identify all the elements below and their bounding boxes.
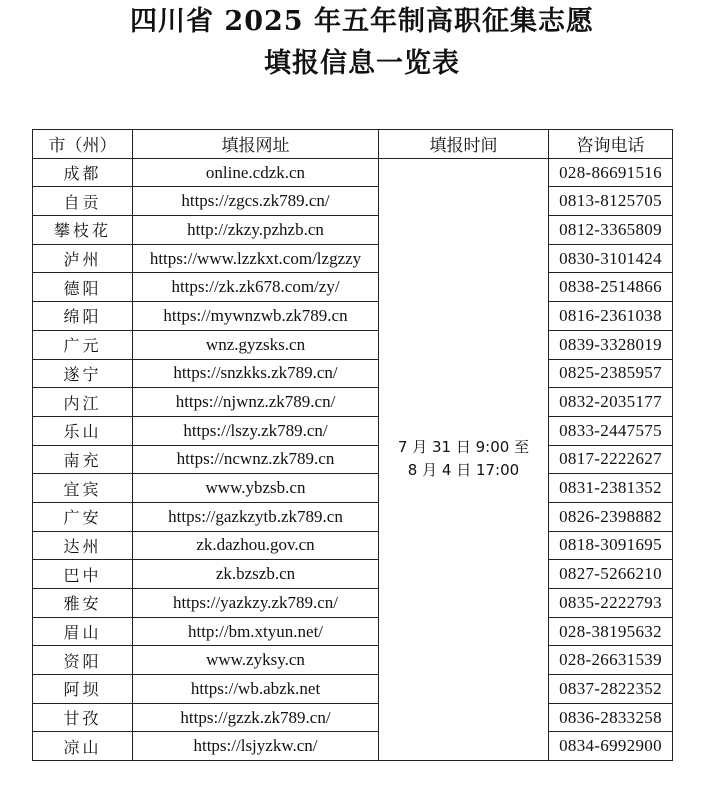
phone-cell: 0834-6992900 <box>549 732 673 761</box>
url-cell: zk.dazhou.gov.cn <box>133 531 379 560</box>
city-cell: 宜宾 <box>33 474 133 503</box>
time-start: 7 月 31 日 9:00 至 <box>397 438 530 457</box>
table-row <box>33 675 673 704</box>
url-cell: https://zgcs.zk789.cn/ <box>133 187 379 216</box>
city-cell: 眉山 <box>33 617 133 646</box>
phone-cell: 0831-2381352 <box>549 474 673 503</box>
phone-cell: 0812-3365809 <box>549 216 673 245</box>
url-cell: www.ybzsb.cn <box>133 474 379 503</box>
header-phone: 咨询电话 <box>549 130 673 159</box>
city-cell: 阿坝 <box>33 675 133 704</box>
time-end: 8 月 4 日 17:00 <box>407 461 520 480</box>
city-cell: 凉山 <box>33 732 133 761</box>
table-row <box>33 646 673 675</box>
table-row <box>33 187 673 216</box>
table-row <box>33 502 673 531</box>
url-cell: http://bm.xtyun.net/ <box>133 617 379 646</box>
phone-cell: 0832-2035177 <box>549 388 673 417</box>
city-cell: 广元 <box>33 330 133 359</box>
phone-cell: 0813-8125705 <box>549 187 673 216</box>
url-cell: wnz.gyzsks.cn <box>133 330 379 359</box>
city-cell: 内江 <box>33 388 133 417</box>
phone-cell: 0838-2514866 <box>549 273 673 302</box>
city-cell: 绵阳 <box>33 302 133 331</box>
table-row <box>33 474 673 503</box>
table-row <box>33 531 673 560</box>
city-cell: 遂宁 <box>33 359 133 388</box>
city-cell: 资阳 <box>33 646 133 675</box>
phone-cell: 0826-2398882 <box>549 502 673 531</box>
phone-cell: 0830-3101424 <box>549 244 673 273</box>
city-cell: 攀枝花 <box>33 216 133 245</box>
url-cell: https://njwnz.zk789.cn/ <box>133 388 379 417</box>
phone-cell: 028-38195632 <box>549 617 673 646</box>
table-row <box>33 158 673 187</box>
phone-cell: 0836-2833258 <box>549 703 673 732</box>
table-row <box>33 589 673 618</box>
table-row <box>33 273 673 302</box>
url-cell: https://www.lzzkxt.com/lzgzzy <box>133 244 379 273</box>
table-row <box>33 330 673 359</box>
url-cell: https://lsjyzkw.cn/ <box>133 732 379 761</box>
header-row <box>33 130 673 159</box>
url-cell: http://zkzy.pzhzb.cn <box>133 216 379 245</box>
table-row <box>33 560 673 589</box>
table-row <box>33 359 673 388</box>
phone-cell: 0827-5266210 <box>549 560 673 589</box>
table-row <box>33 216 673 245</box>
table-row <box>33 244 673 273</box>
city-cell: 南充 <box>33 445 133 474</box>
phone-cell: 0825-2385957 <box>549 359 673 388</box>
city-cell: 泸州 <box>33 244 133 273</box>
document-title: 四川省 2025 年五年制高职征集志愿 <box>130 6 594 37</box>
table-row <box>33 302 673 331</box>
table-row <box>33 388 673 417</box>
document-subtitle: 填报信息一览表 <box>264 48 460 79</box>
table-row <box>33 617 673 646</box>
city-cell: 乐山 <box>33 416 133 445</box>
phone-cell: 0818-3091695 <box>549 531 673 560</box>
url-cell: https://snzkks.zk789.cn/ <box>133 359 379 388</box>
city-cell: 达州 <box>33 531 133 560</box>
url-cell: zk.bzszb.cn <box>133 560 379 589</box>
table-header <box>33 130 673 159</box>
header-time: 填报时间 <box>379 130 549 159</box>
city-cell: 德阳 <box>33 273 133 302</box>
table-row <box>33 445 673 474</box>
phone-cell: 0837-2822352 <box>549 675 673 704</box>
phone-cell: 0816-2361038 <box>549 302 673 331</box>
url-cell: https://gazkzytb.zk789.cn <box>133 502 379 531</box>
url-cell: online.cdzk.cn <box>133 158 379 187</box>
time-range-cell <box>379 158 549 760</box>
phone-cell: 028-86691516 <box>549 158 673 187</box>
url-cell: https://mywnzwb.zk789.cn <box>133 302 379 331</box>
url-cell: https://wb.abzk.net <box>133 675 379 704</box>
city-cell: 自贡 <box>33 187 133 216</box>
url-cell: https://ncwnz.zk789.cn <box>133 445 379 474</box>
phone-cell: 0835-2222793 <box>549 589 673 618</box>
url-cell: https://zk.zk678.com/zy/ <box>133 273 379 302</box>
table-body <box>33 158 673 760</box>
table-row <box>33 703 673 732</box>
header-url: 填报网址 <box>133 130 379 159</box>
city-cell: 雅安 <box>33 589 133 618</box>
phone-cell: 0833-2447575 <box>549 416 673 445</box>
url-cell: https://gzzk.zk789.cn/ <box>133 703 379 732</box>
city-cell: 甘孜 <box>33 703 133 732</box>
table-row <box>33 416 673 445</box>
header-city: 市（州） <box>33 130 133 159</box>
city-cell: 巴中 <box>33 560 133 589</box>
table-row <box>33 732 673 761</box>
phone-cell: 028-26631539 <box>549 646 673 675</box>
url-cell: https://lszy.zk789.cn/ <box>133 416 379 445</box>
city-cell: 广安 <box>33 502 133 531</box>
phone-cell: 0817-2222627 <box>549 445 673 474</box>
phone-cell: 0839-3328019 <box>549 330 673 359</box>
city-cell: 成都 <box>33 158 133 187</box>
info-table <box>32 129 673 761</box>
url-cell: www.zyksy.cn <box>133 646 379 675</box>
url-cell: https://yazkzy.zk789.cn/ <box>133 589 379 618</box>
